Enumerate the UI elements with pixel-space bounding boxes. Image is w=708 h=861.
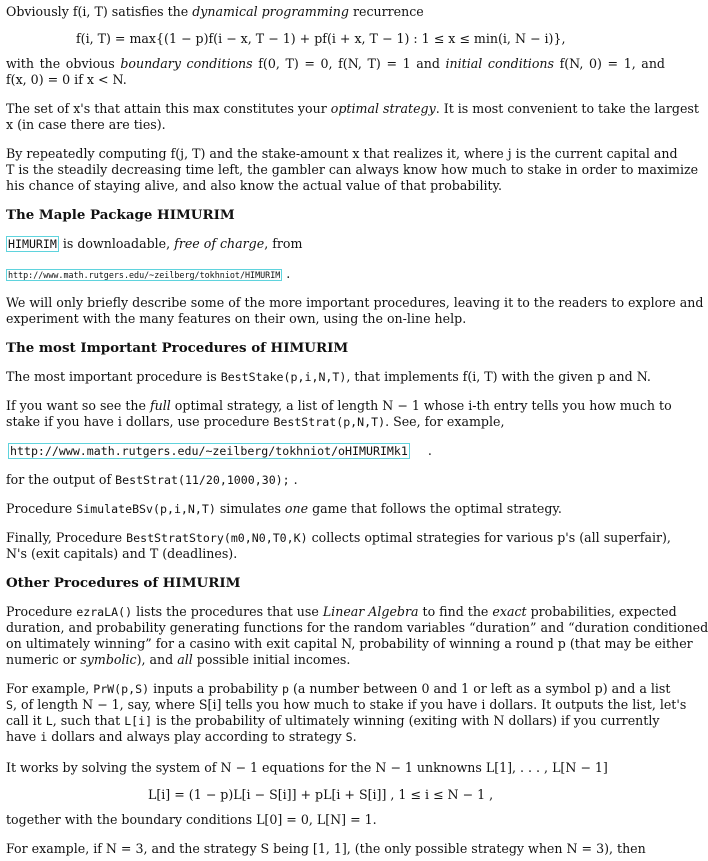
paragraph-boundary-conditions: together with the boundary conditions L[0] = 0, L[N] = 1.: [6, 812, 377, 827]
paragraph-example-n3: For example, if N = 3, and the strategy S being [1, 1], (the only possible strategy when N = 3), then: [6, 841, 646, 856]
equation-recurrence: f(i, T) = max{(1 − p)f(i − x, T − 1) + pf(i + x, T − 1) : 1 ≤ x ≤ min(i, N − i)},: [76, 31, 566, 46]
paragraph-prw-line2: S, of length N − 1, say, where S[i] tells you how much to stake if you have i dollars. It outputs the list, let's: [6, 697, 687, 712]
paragraph-repeated-computing-line1: By repeatedly computing f(j, T) and the stake-amount x that realizes it, where j is the current capital and: [6, 146, 678, 161]
code-beststake: BestStake(p,i,N,T): [220, 370, 347, 384]
section-heading-maple-package: The Maple Package HIMURIM: [6, 207, 235, 223]
paragraph-ezrala-line1: Procedure ezraLA() lists the procedures that use Linear Algebra to find the exact probabilities, expected: [6, 604, 677, 619]
paragraph-prw-line4: have i dollars and always play according to strategy S.: [6, 729, 357, 744]
paragraph-downloadable: HIMURIM is downloadable, free of charge, from: [8, 236, 303, 251]
paragraph-brief-description-line1: We will only briefly describe some of the more important procedures, leaving it to the readers to explore and: [6, 295, 704, 310]
himurim-code-link[interactable]: HIMURIM: [8, 237, 57, 251]
section-heading-important-procedures: The most Important Procedures of HIMURIM: [6, 340, 349, 356]
paragraph-system-of-equations: It works by solving the system of N − 1 equations for the N − 1 unknowns L[1], . . . , L[N − 1]: [6, 760, 608, 775]
code-beststrat-call: BestStrat(11/20,1000,30);: [115, 473, 290, 487]
paragraph-conditions-line2: f(x, 0) = 0 if x < N.: [6, 72, 127, 87]
paragraph-ezrala-line4: numeric or symbolic), and all possible initial incomes.: [6, 652, 351, 667]
paragraph-prw-line3: call it L, such that L[i] is the probability of ultimately winning (exiting with N dollars) if you currently: [6, 713, 660, 728]
url-line-ohimurimk1: http://www.math.rutgers.edu/~zeilberg/tokhniot/oHIMURIMk1 .: [10, 443, 432, 458]
section-heading-other-procedures: Other Procedures of HIMURIM: [6, 575, 241, 591]
url-line-himurim: http://www.math.rutgers.edu/~zeilberg/tokhniot/HIMURIM .: [8, 266, 291, 281]
paragraph-beststratstory-line2: N's (exit capitals) and T (deadlines).: [6, 546, 238, 561]
equation-linear-system: L[i] = (1 − p)L[i − S[i]] + pL[i + S[i]] , 1 ≤ i ≤ N − 1 ,: [148, 787, 494, 802]
paragraph-ezrala-line3: on ultimately winning” for a casino with exit capital N, probability of winning a round p (that may be either: [6, 636, 693, 651]
paragraph-optimal-strategy-line1: The set of x's that attain this max constitutes your optimal strategy. It is most convenient to take the largest: [6, 101, 699, 116]
paragraph-beststratstory-line1: Finally, Procedure BestStratStory(m0,N0,T0,K) collects optimal strategies for various p's (all superfair),: [6, 530, 671, 545]
paragraph-optimal-strategy-line2: x (in case there are ties).: [6, 117, 166, 132]
code-beststratstory: BestStratStory(m0,N0,T0,K): [126, 531, 308, 545]
code-simulatebsv: SimulateBSv(p,i,N,T): [76, 502, 216, 516]
url-link-himurim[interactable]: http://www.math.rutgers.edu/~zeilberg/tokhniot/HIMURIM: [8, 270, 281, 280]
paragraph-ezrala-line2: duration, and probability generating functions for the random variables “duration” and “duration conditioned: [6, 620, 708, 635]
paragraph-repeated-computing-line3: his chance of staying alive, and also know the actual value of that probability.: [6, 178, 503, 193]
paragraph-beststake: The most important procedure is BestStake(p,i,N,T), that implements f(i, T) with the given p and N.: [6, 369, 651, 384]
paragraph-conditions-line1: with the obvious boundary conditions f(0, T) = 0, f(N, T) = 1 and initial conditions f(N, 0) = 1, and: [6, 56, 665, 71]
paragraph-prw-line1: For example, PrW(p,S) inputs a probability p (a number between 0 and 1 or left as a symbol p) and a list: [6, 681, 671, 696]
code-beststrat: BestStrat(p,N,T): [273, 415, 386, 429]
paragraph-full-strategy-line2: stake if you have i dollars, use procedure BestStrat(p,N,T). See, for example,: [6, 414, 505, 429]
paragraph-repeated-computing-line2: T is the steadily decreasing time left, the gambler can always know how much to stake in order to maximize: [6, 162, 699, 177]
paragraph-brief-description-line2: experiment with the many features on their own, using the on-line help.: [6, 311, 467, 326]
paragraph-simulate: Procedure SimulateBSv(p,i,N,T) simulates one game that follows the optimal strategy.: [6, 501, 562, 516]
code-ezrala: ezraLA(): [76, 605, 133, 619]
paragraph-output-beststrat: for the output of BestStrat(11/20,1000,30); .: [6, 472, 298, 487]
code-prw: PrW(p,S): [93, 682, 150, 696]
paragraph-full-strategy-line1: If you want so see the full optimal strategy, a list of length N − 1 whose i-th entry tells you how much to: [6, 398, 672, 413]
paragraph-recurrence-intro: Obviously f(i, T) satisfies the dynamical programming recurrence: [6, 4, 424, 19]
url-link-ohimurimk1[interactable]: http://www.math.rutgers.edu/~zeilberg/tokhniot/oHIMURIMk1: [10, 444, 408, 458]
